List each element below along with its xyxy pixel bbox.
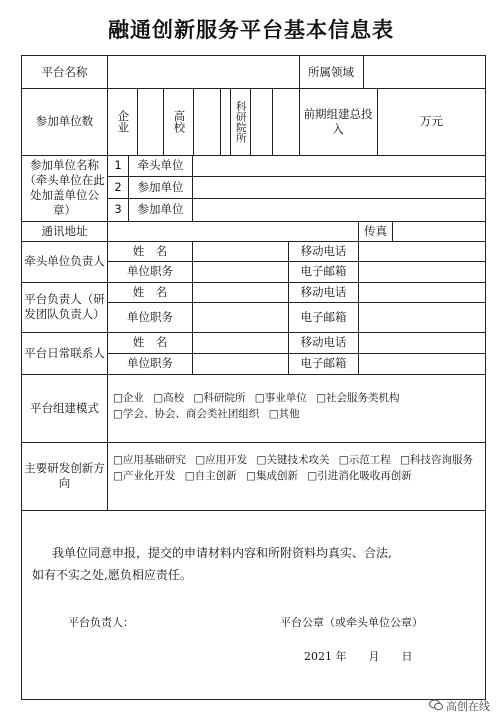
direction-option[interactable]: □示范工程 bbox=[338, 454, 391, 466]
mobile-label: 移动电话 bbox=[300, 335, 347, 350]
mode-option[interactable]: □科研院所 bbox=[193, 392, 246, 404]
unit-role: 参加单位 bbox=[137, 179, 184, 194]
unit-role: 牵头单位 bbox=[137, 158, 184, 173]
email-label: 电子邮箱 bbox=[300, 309, 347, 324]
address-label: 通讯地址 bbox=[41, 223, 88, 238]
mode-option[interactable]: □事业单位 bbox=[254, 392, 307, 404]
position-label: 单位职务 bbox=[127, 264, 173, 279]
direction-option[interactable]: □产业化开发 bbox=[113, 470, 176, 482]
daily-contact-label: 平台日常联系人 bbox=[24, 345, 105, 360]
info-table bbox=[21, 55, 486, 700]
direction-option[interactable]: □引进消化吸收再创新 bbox=[307, 470, 412, 482]
direction-label: 主要研发创新方向 bbox=[24, 461, 105, 490]
direction-option[interactable]: □应用开发 bbox=[195, 454, 248, 466]
mobile-label: 移动电话 bbox=[300, 243, 347, 258]
enterprise-label: 企业 bbox=[116, 110, 131, 133]
field-value[interactable] bbox=[364, 56, 485, 88]
platform-name-field[interactable] bbox=[108, 56, 299, 88]
watermark bbox=[429, 698, 490, 714]
institute-count[interactable] bbox=[251, 88, 272, 155]
wechat-icon bbox=[429, 699, 443, 714]
position-label: 单位职务 bbox=[127, 356, 173, 371]
unit-no: 1 bbox=[114, 158, 122, 173]
seal-label: 平台公章（或牵头单位公章） bbox=[280, 616, 423, 629]
mode-option[interactable]: □其他 bbox=[268, 408, 300, 420]
investment-unit: 万元 bbox=[420, 114, 443, 129]
unit-no: 3 bbox=[114, 202, 122, 217]
lead-person-label: 牵头单位负责人 bbox=[24, 254, 105, 269]
declaration-statement bbox=[32, 542, 502, 586]
direction-option[interactable]: □科技咨询服务 bbox=[400, 454, 473, 466]
direction-option[interactable]: □集成创新 bbox=[246, 470, 298, 482]
date-label: 2021 年 月 日 bbox=[304, 650, 413, 663]
platform-person-signature: 平台负责人： bbox=[68, 616, 134, 629]
declaration-line: 我单位同意申报，提交的申请材料内容和所附资料均真实、合法, bbox=[52, 546, 392, 560]
direction-options bbox=[113, 452, 479, 484]
direction-option[interactable]: □应用基础研究 bbox=[113, 454, 186, 466]
mode-label: 平台组建模式 bbox=[30, 400, 99, 415]
name-label: 姓 名 bbox=[132, 335, 168, 350]
platform-person-label: 平台负责人（研发团队负责人） bbox=[24, 292, 105, 321]
email-label: 电子邮箱 bbox=[300, 356, 347, 371]
mode-option[interactable]: □学会、协会、商会类社团组织 bbox=[113, 408, 260, 420]
mobile-label: 移动电话 bbox=[300, 284, 347, 299]
fax-label: 传真 bbox=[364, 223, 387, 238]
university-label: 高校 bbox=[172, 110, 187, 133]
page-title: 融通创新服务平台基本信息表 bbox=[108, 18, 394, 42]
platform-name-label: 平台名称 bbox=[41, 64, 88, 79]
direction-option[interactable]: □关键技术攻关 bbox=[256, 454, 330, 466]
field-label: 所属领域 bbox=[308, 64, 354, 79]
mode-option[interactable]: □社会服务类机构 bbox=[316, 392, 400, 404]
name-label: 姓 名 bbox=[132, 243, 168, 258]
unit-role: 参加单位 bbox=[137, 202, 184, 217]
email-label: 电子邮箱 bbox=[300, 264, 347, 279]
position-label: 单位职务 bbox=[127, 309, 173, 324]
mode-options bbox=[113, 390, 479, 422]
university-count[interactable] bbox=[194, 88, 220, 155]
unit-no: 2 bbox=[114, 179, 122, 194]
watermark-text: 高创在线 bbox=[446, 700, 490, 713]
institute-label: 科研院所 bbox=[234, 100, 247, 143]
enterprise-count[interactable] bbox=[138, 88, 163, 155]
unit-names-label: 参加单位名称（牵头单位在此处加盖单位公章） bbox=[24, 158, 105, 217]
name-label: 姓 名 bbox=[132, 284, 168, 299]
declaration-line: 如有不实之处,愿负相应责任。 bbox=[32, 568, 192, 582]
units-count-label: 参加单位数 bbox=[35, 114, 94, 129]
investment-label: 前期组建总投入 bbox=[303, 106, 373, 136]
mode-option[interactable]: □高校 bbox=[153, 392, 185, 404]
direction-option[interactable]: □自主创新 bbox=[184, 470, 237, 482]
mode-option[interactable]: □企业 bbox=[113, 392, 144, 404]
